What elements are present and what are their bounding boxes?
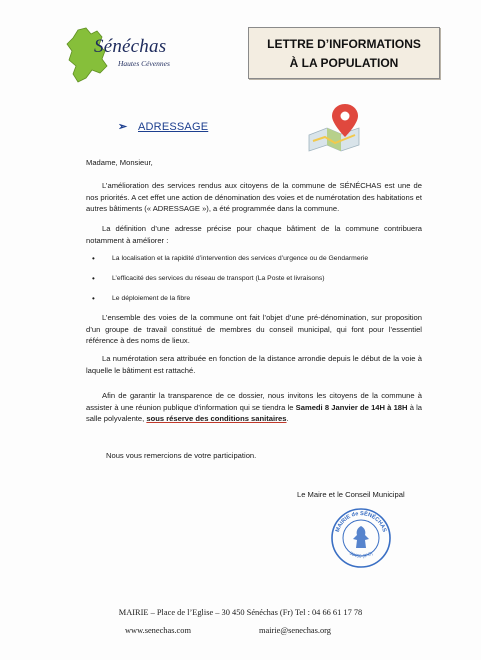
sanitary-reserve: sous réserve des conditions sanitaires — [146, 414, 287, 424]
section-label: ADRESSAGE — [138, 121, 209, 133]
svg-text:30450 (3°C): 30450 (3°C) — [348, 550, 374, 559]
signature: Le Maire et le Conseil Municipal — [297, 490, 405, 499]
footer-address: MAIRIE – Place de l’Eglise – 30 450 Sénéchas (Fr) Tel : 04 66 61 17 78 — [118, 608, 363, 617]
map-pin-icon — [305, 101, 363, 153]
list-item: • La localisation et la rapidité d’intervention des services d’urgence ou de Gendarmerie — [92, 254, 369, 263]
newsletter-title-box — [248, 27, 440, 79]
section-heading — [118, 120, 208, 133]
title-line-2: À LA POPULATION — [289, 56, 399, 70]
bullet-dot-icon: • — [92, 274, 95, 283]
paragraph-1: L’amélioration des services rendus aux citoyens de la commune de SÉNÉCHAS est une de nos priorités. A cet effet une action de dénomination des voies et de numérotation des habitations et autres bâtiments (« ADRESSAGE »), a été programmée dans la commune. — [86, 181, 422, 214]
meeting-date: Samedi 8 Janvier de 14H à 18H — [295, 402, 408, 412]
paragraph-4: La numérotation sera attribuée en fonction de la distance arrondie depuis le début de la voie à laquelle le bâtiment est rattaché. — [86, 354, 422, 375]
improvement-list — [92, 254, 422, 314]
closing-line: Nous vous remercions de votre participation. — [106, 451, 257, 460]
paragraph-5: Afin de garantir la transparence de ce dossier, nous invitons les citoyens de la commune à assister à une réunion publique d’information qui se tiendra le Samedi 8 Janvier de 14H à 18H à la salle polyvalente, sous réserve des conditions sanitaires. — [86, 391, 423, 424]
bullet-dot-icon: • — [92, 254, 95, 263]
arrow-bullet-icon: ➢ — [118, 121, 128, 133]
logo-subtitle: Hautes Cévennes — [118, 59, 170, 68]
website-link[interactable]: www.senechas.com — [125, 626, 191, 635]
town-hall-seal — [330, 507, 392, 569]
svg-text:MAIRIE de SÉNÉCHAS: MAIRIE de SÉNÉCHAS — [334, 510, 388, 534]
bullet-dot-icon: • — [92, 294, 95, 303]
list-item: • Le déploiement de la fibre — [92, 294, 191, 303]
commune-logo — [64, 26, 194, 88]
email-link[interactable]: mairie@senechas.org — [259, 626, 331, 635]
paragraph-2: La définition d’une adresse précise pour chaque bâtiment de la commune contribuera notamment à améliorer : — [86, 224, 422, 245]
greeting: Madame, Monsieur, — [86, 158, 153, 167]
list-item: • L’efficacité des services du réseau de transport (La Poste et livraisons) — [92, 274, 325, 283]
logo-name: Sénéchas — [94, 36, 167, 57]
paragraph-3: L’ensemble des voies de la commune ont fait l’objet d’une pré-dénomination, sur proposition d’un groupe de travail constitué de membres du conseil municipal, qui font pour l’essentiel référence à des noms de lieux. — [86, 313, 422, 346]
title-line-1: LETTRE D’INFORMATIONS — [267, 37, 421, 51]
